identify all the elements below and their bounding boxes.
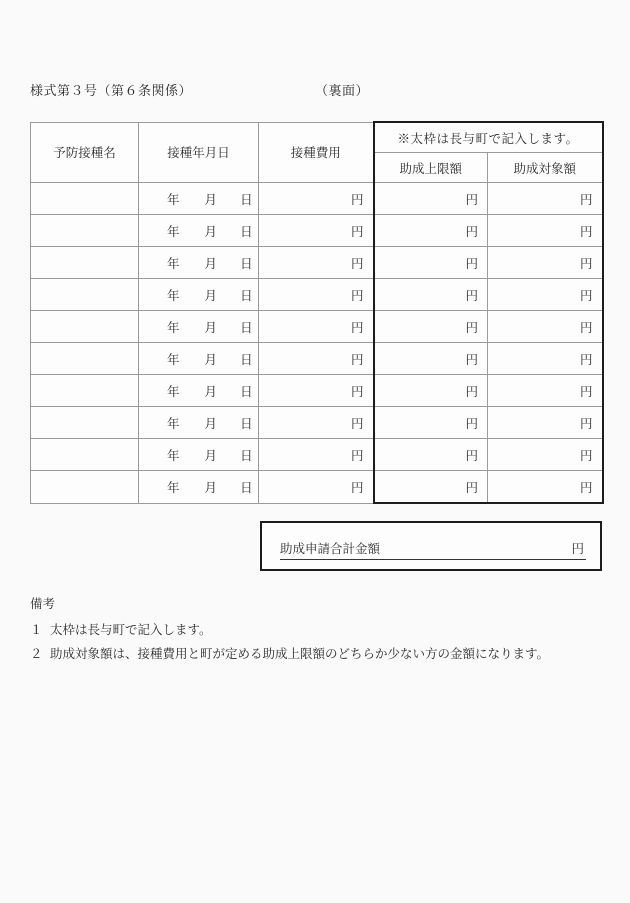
date-unit-month: 月 xyxy=(204,416,217,431)
currency-unit: 円 xyxy=(465,192,478,207)
cell-subsidy-limit[interactable] xyxy=(374,279,488,311)
cell-subsidy-target[interactable] xyxy=(488,247,603,279)
remark-item xyxy=(30,618,590,642)
currency-unit: 円 xyxy=(350,224,364,239)
remark-item xyxy=(30,642,590,666)
total-amount-box xyxy=(260,521,602,571)
total-currency-unit: 円 xyxy=(567,539,586,560)
currency-unit: 円 xyxy=(580,480,593,495)
date-unit-year: 年 xyxy=(167,256,180,271)
date-unit-day: 日 xyxy=(240,192,253,207)
cell-vaccination-date[interactable] xyxy=(139,375,259,407)
table-row xyxy=(31,311,603,343)
cell-subsidy-target[interactable] xyxy=(488,183,603,215)
cell-vaccination-date[interactable] xyxy=(139,439,259,471)
date-unit-day: 日 xyxy=(240,256,253,271)
cell-vaccination-cost[interactable] xyxy=(259,215,374,247)
currency-unit: 円 xyxy=(350,256,364,271)
cell-vaccination-cost[interactable] xyxy=(259,471,374,504)
cell-vaccination-cost[interactable] xyxy=(259,247,374,279)
currency-unit: 円 xyxy=(465,448,478,463)
column-header-vaccine-name: 予防接種名 xyxy=(31,122,139,183)
currency-unit: 円 xyxy=(350,320,364,335)
date-unit-month: 月 xyxy=(204,480,217,495)
date-unit-year: 年 xyxy=(167,448,180,463)
cell-vaccine-name[interactable] xyxy=(31,279,139,311)
currency-unit: 円 xyxy=(580,448,593,463)
date-unit-month: 月 xyxy=(204,352,217,367)
cell-vaccination-cost[interactable] xyxy=(259,407,374,439)
cell-vaccine-name[interactable] xyxy=(31,343,139,375)
currency-unit: 円 xyxy=(350,288,364,303)
date-unit-year: 年 xyxy=(167,320,180,335)
table-header-row-top xyxy=(31,122,603,153)
currency-unit: 円 xyxy=(580,288,593,303)
cell-vaccination-cost[interactable] xyxy=(259,343,374,375)
date-unit-year: 年 xyxy=(167,224,180,239)
table-row xyxy=(31,215,603,247)
remark-text: 助成対象額は、接種費用と町が定める助成上限額のどちらか少ない方の金額になります。 xyxy=(50,647,550,661)
remark-number: １ xyxy=(30,623,43,637)
table-row xyxy=(31,343,603,375)
cell-vaccination-date[interactable] xyxy=(139,311,259,343)
cell-vaccine-name[interactable] xyxy=(31,215,139,247)
cell-vaccine-name[interactable] xyxy=(31,183,139,215)
page-side-label: （裏面） xyxy=(315,83,370,98)
currency-unit: 円 xyxy=(465,288,478,303)
cell-vaccination-date[interactable] xyxy=(139,279,259,311)
cell-subsidy-target[interactable] xyxy=(488,343,603,375)
date-unit-day: 日 xyxy=(240,384,253,399)
currency-unit: 円 xyxy=(580,352,593,367)
cell-subsidy-target[interactable] xyxy=(488,279,603,311)
date-unit-day: 日 xyxy=(240,416,253,431)
vaccination-record-table xyxy=(30,121,604,504)
cell-vaccination-date[interactable] xyxy=(139,407,259,439)
table-row xyxy=(31,183,603,215)
cell-vaccine-name[interactable] xyxy=(31,407,139,439)
date-unit-day: 日 xyxy=(240,448,253,463)
cell-subsidy-target[interactable] xyxy=(488,311,603,343)
date-unit-month: 月 xyxy=(204,448,217,463)
currency-unit: 円 xyxy=(580,192,593,207)
form-number: 様式第３号（第６条関係） xyxy=(30,83,193,98)
currency-unit: 円 xyxy=(465,384,478,399)
cell-subsidy-target[interactable] xyxy=(488,407,603,439)
cell-vaccination-date[interactable] xyxy=(139,471,259,504)
cell-subsidy-limit[interactable] xyxy=(374,439,488,471)
date-unit-day: 日 xyxy=(240,352,253,367)
currency-unit: 円 xyxy=(350,192,364,207)
document-header xyxy=(30,80,590,100)
currency-unit: 円 xyxy=(350,384,364,399)
cell-subsidy-target[interactable] xyxy=(488,471,603,504)
date-unit-day: 日 xyxy=(240,288,253,303)
currency-unit: 円 xyxy=(350,416,364,431)
date-unit-year: 年 xyxy=(167,352,180,367)
date-unit-year: 年 xyxy=(167,384,180,399)
currency-unit: 円 xyxy=(465,256,478,271)
cell-subsidy-limit[interactable] xyxy=(374,343,488,375)
currency-unit: 円 xyxy=(580,224,593,239)
column-header-subsidy-target: 助成対象額 xyxy=(488,153,603,183)
table-body xyxy=(31,183,603,504)
date-unit-year: 年 xyxy=(167,416,180,431)
cell-vaccination-cost[interactable] xyxy=(259,311,374,343)
cell-vaccine-name[interactable] xyxy=(31,311,139,343)
cell-subsidy-target[interactable] xyxy=(488,439,603,471)
cell-vaccine-name[interactable] xyxy=(31,439,139,471)
cell-vaccination-cost[interactable] xyxy=(259,183,374,215)
date-unit-month: 月 xyxy=(204,384,217,399)
currency-unit: 円 xyxy=(580,384,593,399)
currency-unit: 円 xyxy=(465,224,478,239)
cell-subsidy-limit[interactable] xyxy=(374,375,488,407)
currency-unit: 円 xyxy=(465,416,478,431)
cell-vaccine-name[interactable] xyxy=(31,471,139,504)
date-unit-day: 日 xyxy=(240,224,253,239)
total-amount-input[interactable] xyxy=(380,542,567,560)
table-row xyxy=(31,407,603,439)
column-header-vaccination-cost: 接種費用 xyxy=(259,122,374,183)
currency-unit: 円 xyxy=(350,448,364,463)
remark-text: 太枠は長与町で記入します。 xyxy=(50,623,212,637)
cell-subsidy-limit[interactable] xyxy=(374,215,488,247)
cell-vaccination-date[interactable] xyxy=(139,183,259,215)
date-unit-day: 日 xyxy=(240,480,253,495)
currency-unit: 円 xyxy=(465,480,478,495)
currency-unit: 円 xyxy=(580,256,593,271)
cell-subsidy-limit[interactable] xyxy=(374,247,488,279)
date-unit-month: 月 xyxy=(204,288,217,303)
date-unit-day: 日 xyxy=(240,320,253,335)
currency-unit: 円 xyxy=(350,480,364,495)
cell-vaccine-name[interactable] xyxy=(31,375,139,407)
date-unit-year: 年 xyxy=(167,192,180,207)
cell-vaccination-cost[interactable] xyxy=(259,279,374,311)
date-unit-year: 年 xyxy=(167,480,180,495)
column-header-subsidy-limit: 助成上限額 xyxy=(374,153,488,183)
cell-subsidy-target[interactable] xyxy=(488,375,603,407)
table-row xyxy=(31,471,603,504)
remarks-section xyxy=(30,592,590,666)
remark-number: ２ xyxy=(30,647,43,661)
cell-subsidy-limit[interactable] xyxy=(374,407,488,439)
table-row xyxy=(31,375,603,407)
table-header xyxy=(31,122,603,183)
cell-vaccination-cost[interactable] xyxy=(259,439,374,471)
cell-subsidy-limit[interactable] xyxy=(374,471,488,504)
currency-unit: 円 xyxy=(580,320,593,335)
column-header-vaccination-date: 接種年月日 xyxy=(139,122,259,183)
cell-vaccination-date[interactable] xyxy=(139,343,259,375)
date-unit-month: 月 xyxy=(204,192,217,207)
cell-subsidy-limit[interactable] xyxy=(374,311,488,343)
currency-unit: 円 xyxy=(350,352,364,367)
currency-unit: 円 xyxy=(465,352,478,367)
date-unit-month: 月 xyxy=(204,256,217,271)
currency-unit: 円 xyxy=(580,416,593,431)
date-unit-year: 年 xyxy=(167,288,180,303)
date-unit-month: 月 xyxy=(204,320,217,335)
cell-subsidy-target[interactable] xyxy=(488,215,603,247)
cell-vaccination-date[interactable] xyxy=(139,215,259,247)
cell-vaccination-cost[interactable] xyxy=(259,375,374,407)
remarks-title: 備考 xyxy=(30,597,56,611)
table-row xyxy=(31,279,603,311)
currency-unit: 円 xyxy=(465,320,478,335)
cell-subsidy-limit[interactable] xyxy=(374,183,488,215)
table-row xyxy=(31,247,603,279)
cell-vaccination-date[interactable] xyxy=(139,247,259,279)
table-row xyxy=(31,439,603,471)
date-unit-month: 月 xyxy=(204,224,217,239)
cell-vaccine-name[interactable] xyxy=(31,247,139,279)
town-block-note: ※太枠は長与町で記入します。 xyxy=(374,122,603,153)
total-amount-label: 助成申請合計金額 xyxy=(280,539,380,560)
